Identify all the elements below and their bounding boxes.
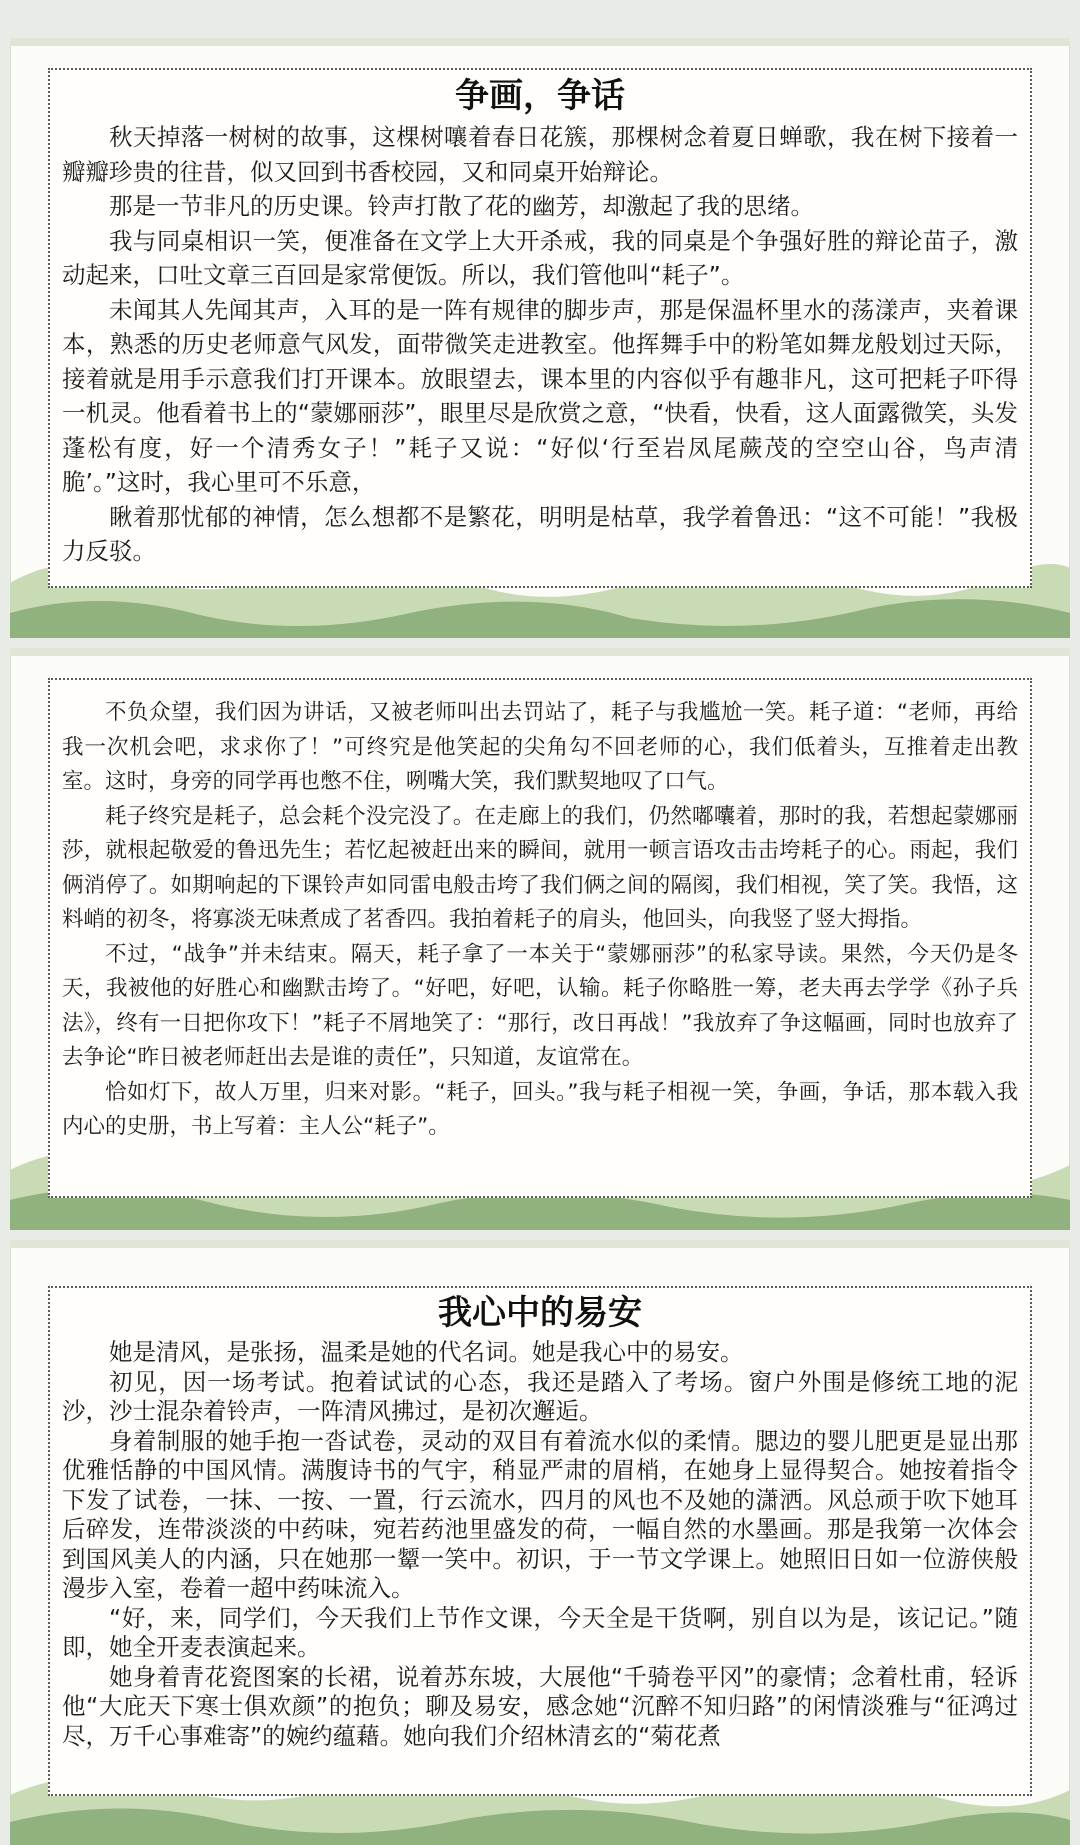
paragraph: 我与同桌相识一笑，便准备在文学上大开杀戒，我的同桌是个争强好胜的辩论苗子，激动起来，口吐文章三百回是家常便饭。所以，我们管他叫“耗子”。 bbox=[62, 226, 1018, 289]
paragraph: “好，来，同学们，今天我们上节作文课，今天全是干货啊，别自以为是，该记记。”随即，她全开麦表演起来。 bbox=[62, 1603, 1018, 1661]
text-card bbox=[48, 678, 1032, 1198]
paragraph: 身着制服的她手抱一沓试卷，灵动的双目有着流水似的柔情。腮边的婴儿肥更是显出那优雅恬静的中国风情。满腹诗书的气宇，稍显严肃的眉梢，在她身上显得契合。她按着指令下发了试卷，一抹、一按、一置，行云流水，四月的风也不及她的潇洒。风总顽于吹下她耳后碎发，连带淡淡的中药味，宛若药池里盛发的荷，一幅自然的水墨画。那是我第一次体会到国风美人的内涵，只在她那一颦一笑中。初识，于一节文学课上。她照旧日如一位游侠般漫步入室，卷着一超中药味流入。 bbox=[62, 1426, 1018, 1602]
paragraph: 耗子终究是耗子，总会耗个没完没了。在走廊上的我们，仍然嘟囔着，那时的我，若想起蒙娜丽莎，就根起敬爱的鲁迅先生；若忆起被赶出来的瞬间，就用一顿言语攻击击垮耗子的心。雨起，我们俩消停了。如期响起的下课铃声如同雷电般击垮了我们俩之间的隔阂，我们相视，笑了笑。我悟，这料峭的初冬，将寡淡无味煮成了茗香四。我拍着耗子的肩头，他回头，向我竖了竖大拇指。 bbox=[62, 803, 1018, 932]
text-card bbox=[48, 68, 1032, 588]
paragraph: 恰如灯下，故人万里，归来对影。“耗子，回头。”我与耗子相视一笑，争画，争话，那本载入我内心的史册，书上写着：主人公“耗子”。 bbox=[62, 1079, 1018, 1139]
text-card bbox=[48, 1286, 1032, 1796]
paragraph: 秋天掉落一树树的故事，这棵树嚷着春日花簇，那棵树念着夏日蝉歌，我在树下接着一瓣瓣珍贵的往昔，似又回到书香校园，又和同桌开始辩论。 bbox=[62, 123, 1018, 186]
paragraph: 未闻其人先闻其声，入耳的是一阵有规律的脚步声，那是保温杯里水的荡漾声，夹着课本，熟悉的历史老师意气风发，面带微笑走进教室。他挥舞手中的粉笔如舞龙般划过天际，接着就是用手示意我们打开课本。放眼望去，课本里的内容似乎有趣非凡，这可把耗子吓得一机灵。他看着书上的“蒙娜丽莎”，眼里尽是欣赏之意，“快看，快看，这人面露微笑，头发蓬松有度，好一个清秀女子！”耗子又说：“好似‘行至岩凤尾蕨茂的空空山谷，鸟声清脆’。”这时，我心里可不乐意， bbox=[62, 295, 1018, 496]
paragraph: 不负众望，我们因为讲话，又被老师叫出去罚站了，耗子与我尴尬一笑。耗子道：“老师，再给我一次机会吧，求求你了！”可终究是他笑起的尖角勾不回老师的心，我们低着头，互推着走出教室。这时，身旁的同学再也憋不住，咧嘴大笑，我们默契地叹了口气。 bbox=[62, 700, 1018, 794]
paragraph: 她是清风，是张扬，温柔是她的代名词。她是我心中的易安。 bbox=[109, 1338, 744, 1366]
page-panel-1 bbox=[10, 38, 1070, 638]
paragraph: 瞅着那忧郁的神情，怎么想都不是繁花，明明是枯草，我学着鲁迅：“这不可能！”我极力反驳。 bbox=[62, 502, 1018, 565]
page-title: 我心中的易安 bbox=[438, 1293, 642, 1333]
page-panel-3 bbox=[10, 1240, 1070, 1845]
paragraph: 初见，因一场考试。抱着试试的心态，我还是踏入了考场。窗户外围是修统工地的泥沙，沙士混杂着铃声，一阵清风拂过，是初次邂逅。 bbox=[62, 1367, 1018, 1425]
paragraph: 不过，“战争”并未结束。隔天，耗子拿了一本关于“蒙娜丽莎”的私家导读。果然，今天仍是冬天，我被他的好胜心和幽默击垮了。“好吧，好吧，认输。耗子你略胜一筹，老夫再去学学《孙子兵法》，终有一日把你攻下！”耗子不屑地笑了：“那行，改日再战！”我放弃了争这幅画，同时也放弃了去争论“昨日被老师赶出去是谁的责任”，只知道，友谊常在。 bbox=[62, 941, 1018, 1070]
page-title: 争画，争话 bbox=[455, 76, 625, 116]
page-panel-2 bbox=[10, 648, 1070, 1230]
paragraph: 她身着青花瓷图案的长裙，说着苏东坡，大展他“千骑卷平冈”的豪情；念着杜甫，轻诉他“大庇天下寒士俱欢颜”的抱负；聊及易安，感念她“沉醉不知归路”的闲情淡雅与“征鸿过尽，万千心事难寄”的婉约蕴藉。她向我们介绍林清玄的“菊花煮 bbox=[62, 1662, 1018, 1750]
paragraph: 那是一节非凡的历史课。铃声打散了花的幽芳，却激起了我的思绪。 bbox=[109, 192, 814, 220]
